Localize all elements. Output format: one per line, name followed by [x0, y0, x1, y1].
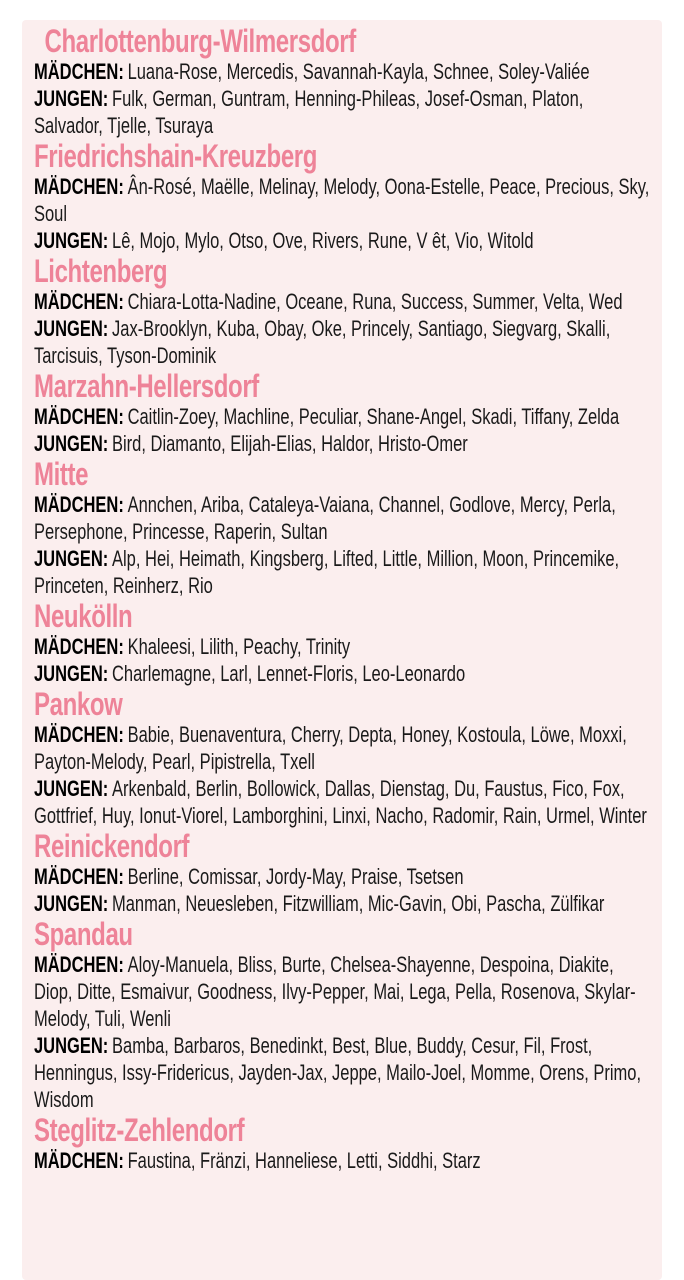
boys-list: Jax-Brooklyn, Kuba, Obay, Oke, Princely, Santiago, Siegvarg, Skalli, Tarcisuis, Tyson-Dominik — [34, 316, 611, 368]
girls-names — [34, 1147, 657, 1174]
girls-list: Aloy-Manuela, Bliss, Burte, Chelsea-Shayenne, Despoina, Diakite, Diop, Ditte, Esmaivur, Goodness, Ilvy-Pepper, Mai, Lega, Pella, Rosenova, Skylar-Melody, Tuli, Wenli — [34, 952, 636, 1031]
girls-label: MÄDCHEN: — [34, 492, 124, 517]
district-section — [34, 139, 657, 254]
girls-list: Berline, Comissar, Jordy-May, Praise, Tsetsen — [127, 864, 464, 889]
boys-list: Lê, Mojo, Mylo, Otso, Ove, Rivers, Rune, V êt, Vio, Witold — [112, 228, 534, 253]
girls-list: Faustina, Fränzi, Hanneliese, Letti, Siddhi, Starz — [127, 1148, 481, 1173]
boys-label: JUNGEN: — [34, 776, 109, 801]
girls-names — [34, 58, 657, 85]
boys-names — [34, 660, 657, 687]
district-section — [34, 1113, 657, 1174]
girls-list: Babie, Buenaventura, Cherry, Depta, Honey, Kostoula, Löwe, Moxxi, Payton-Melody, Pearl, Pipistrella, Txell — [34, 722, 627, 774]
boys-names — [34, 545, 657, 599]
district-title: Mitte — [34, 456, 89, 492]
names-list — [34, 24, 657, 1174]
district-title: Pankow — [34, 686, 123, 722]
girls-label: MÄDCHEN: — [34, 634, 124, 659]
girls-list: Ân-Rosé, Maëlle, Melinay, Melody, Oona-Estelle, Peace, Precious, Sky, Soul — [34, 174, 650, 226]
girls-label: MÄDCHEN: — [34, 59, 124, 84]
district-title: Neukölln — [34, 598, 133, 634]
girls-names — [34, 173, 657, 227]
girls-names — [34, 863, 657, 890]
boys-list: Charlemagne, Larl, Lennet-Floris, Leo-Leonardo — [112, 661, 466, 686]
district-section — [34, 369, 657, 457]
girls-label: MÄDCHEN: — [34, 404, 124, 429]
girls-names — [34, 721, 657, 775]
girls-names — [34, 951, 657, 1032]
girls-label: MÄDCHEN: — [34, 174, 124, 199]
names-panel — [22, 20, 662, 1280]
girls-list: Annchen, Ariba, Cataleya-Vaiana, Channel, Godlove, Mercy, Perla, Persephone, Princesse, Raperin, Sultan — [34, 492, 616, 544]
district-title: Spandau — [34, 916, 133, 952]
district-section — [34, 829, 657, 917]
district-title: Marzahn-Hellersdorf — [34, 368, 259, 404]
girls-names — [34, 288, 657, 315]
girls-label: MÄDCHEN: — [34, 864, 124, 889]
girls-label: MÄDCHEN: — [34, 1148, 124, 1173]
boys-label: JUNGEN: — [34, 316, 109, 341]
girls-names — [34, 633, 657, 660]
boys-list: Bird, Diamanto, Elijah-Elias, Haldor, Hristo-Omer — [112, 431, 468, 456]
boys-list: Bamba, Barbaros, Benedinkt, Best, Blue, Buddy, Cesur, Fil, Frost, Henningus, Issy-Fridericus, Jayden-Jax, Jeppe, Mailo-Joel, Momme, Orens, Primo, Wisdom — [34, 1033, 642, 1112]
boys-names — [34, 1032, 657, 1113]
district-section — [34, 457, 657, 599]
boys-label: JUNGEN: — [34, 661, 109, 686]
boys-list: Fulk, German, Guntram, Henning-Phileas, Josef-Osman, Platon, Salvador, Tjelle, Tsuraya — [34, 86, 584, 138]
girls-label: MÄDCHEN: — [34, 289, 124, 314]
boys-label: JUNGEN: — [34, 891, 109, 916]
girls-label: MÄDCHEN: — [34, 952, 124, 977]
boys-names — [34, 775, 657, 829]
girls-list: Luana-Rose, Mercedis, Savannah-Kayla, Schnee, Soley-Valiée — [127, 59, 590, 84]
girls-list: Chiara-Lotta-Nadine, Oceane, Runa, Success, Summer, Velta, Wed — [127, 289, 623, 314]
district-title: Friedrichshain-Kreuzberg — [34, 138, 318, 174]
district-section — [34, 24, 657, 139]
boys-names — [34, 890, 657, 917]
district-section — [34, 599, 657, 687]
girls-names — [34, 403, 657, 430]
boys-names — [34, 85, 657, 139]
district-section — [34, 687, 657, 829]
girls-list: Caitlin-Zoey, Machline, Peculiar, Shane-Angel, Skadi, Tiffany, Zelda — [127, 404, 620, 429]
district-title: Lichtenberg — [34, 253, 168, 289]
boys-list: Arkenbald, Berlin, Bollowick, Dallas, Dienstag, Du, Faustus, Fico, Fox, Gottfrief, Huy, Ionut-Viorel, Lamborghini, Linxi, Nacho, Radomir, Rain, Urmel, Winter — [34, 776, 647, 828]
boys-label: JUNGEN: — [34, 546, 109, 571]
boys-label: JUNGEN: — [34, 1033, 109, 1058]
girls-names — [34, 491, 657, 545]
girls-list: Khaleesi, Lilith, Peachy, Trinity — [127, 634, 351, 659]
boys-label: JUNGEN: — [34, 431, 109, 456]
boys-names — [34, 227, 657, 254]
boys-names — [34, 315, 657, 369]
boys-names — [34, 430, 657, 457]
boys-list: Manman, Neuesleben, Fitzwilliam, Mic-Gavin, Obi, Pascha, Zülfikar — [112, 891, 605, 916]
boys-list: Alp, Hei, Heimath, Kingsberg, Lifted, Little, Million, Moon, Princemike, Princeten, Reinherz, Rio — [34, 546, 620, 598]
district-title: Reinickendorf — [34, 828, 190, 864]
girls-label: MÄDCHEN: — [34, 722, 124, 747]
district-section — [34, 254, 657, 369]
district-section — [34, 917, 657, 1113]
district-title: Charlottenburg-Wilmersdorf — [44, 23, 356, 59]
boys-label: JUNGEN: — [34, 228, 109, 253]
boys-label: JUNGEN: — [34, 86, 109, 111]
district-title: Steglitz-Zehlendorf — [34, 1112, 245, 1148]
